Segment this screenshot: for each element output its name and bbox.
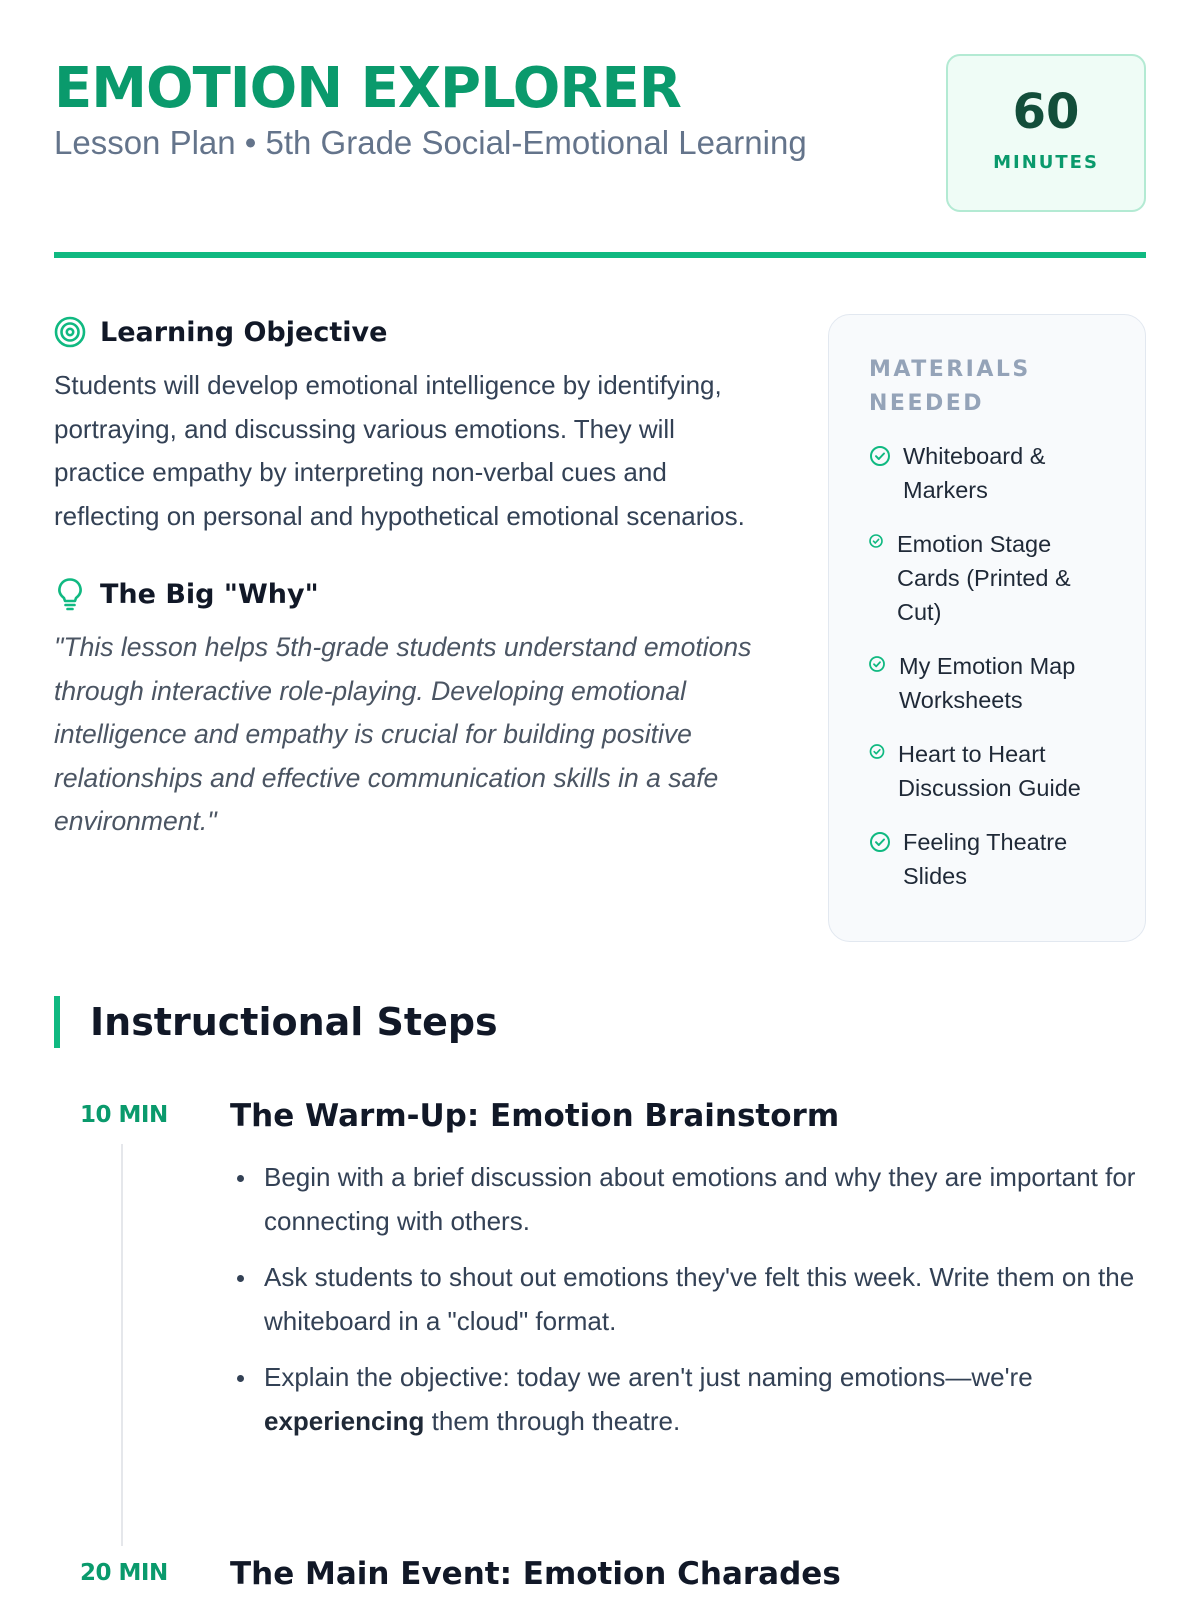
step-main-event (54, 1556, 1146, 1600)
material-label: Heart to Heart Discussion Guide (898, 741, 1081, 801)
material-item (869, 439, 1109, 507)
materials-list (869, 439, 1109, 893)
timeline-line (121, 1144, 123, 1546)
instructional-steps-header (54, 996, 498, 1048)
step-item-text: Explain the objective: today we aren't just naming emotions—we're (264, 1362, 1033, 1392)
materials-card (828, 314, 1146, 942)
step-item-text: Begin with a brief discussion about emotions and why they are important for connecting with others. (264, 1162, 1136, 1236)
learning-objective-section (54, 312, 754, 538)
step-item-text: Ask students to shout out emotions they've felt this week. Write them on the whiteboard in a "cloud" format. (264, 1262, 1135, 1336)
material-item (869, 737, 1109, 805)
material-label: Feeling Theatre Slides (903, 829, 1068, 889)
material-label: My Emotion Map Worksheets (899, 653, 1076, 713)
step-item-emphasis: experiencing (264, 1405, 425, 1436)
lesson-header (54, 0, 1146, 258)
step-duration: 20 MIN (80, 1560, 168, 1586)
learning-objective-heading: Learning Objective (100, 316, 388, 348)
check-circle-icon (869, 743, 886, 765)
lesson-title: EMOTION EXPLORER (54, 56, 681, 121)
learning-objective-text: Students will develop emotional intelligence by identifying, portraying, and discussing various emotions. They will practice empathy by interpreting non-verbal cues and reflecting on personal and hypothetical emotional scenarios. (54, 370, 745, 531)
big-why-header (54, 574, 754, 614)
big-why-section (54, 574, 754, 844)
target-icon (54, 316, 86, 348)
step-title: The Warm-Up: Emotion Brainstorm (230, 1098, 840, 1134)
material-item (869, 825, 1109, 893)
learning-objective-header (54, 312, 754, 352)
material-label: Emotion Stage Cards (Printed & Cut) (897, 531, 1071, 625)
step-item (230, 1356, 1144, 1443)
lightbulb-icon (54, 577, 86, 611)
step-title: The Main Event: Emotion Charades (230, 1556, 841, 1592)
step-warm-up (54, 1098, 1146, 1538)
materials-heading: MATERIALS NEEDED (869, 357, 1031, 416)
step-item (230, 1156, 1144, 1243)
check-circle-icon (869, 831, 891, 853)
step-list (230, 1156, 1144, 1456)
step-duration: 10 MIN (80, 1102, 168, 1128)
big-why-quote: "This lesson helps 5th-grade students understand emotions through interactive role-playing. Developing emotional intelligence and empathy is crucial for building positive relationships and effective communication skills in a safe environment." (54, 632, 752, 836)
instructional-steps-heading: Instructional Steps (90, 1000, 498, 1044)
duration-badge (946, 54, 1146, 212)
duration-unit: MINUTES (993, 152, 1099, 173)
material-item (869, 527, 1109, 629)
overview-column (54, 312, 754, 844)
check-circle-icon (869, 533, 885, 555)
check-circle-icon (869, 445, 891, 467)
step-item (230, 1256, 1144, 1343)
material-label: Whiteboard & Markers (903, 443, 1046, 503)
lesson-subtitle: Lesson Plan • 5th Grade Social-Emotional Learning (54, 124, 807, 161)
check-circle-icon (869, 655, 887, 677)
material-item (869, 649, 1109, 717)
duration-value: 60 (1012, 84, 1080, 140)
step-item-text: them through theatre. (424, 1405, 681, 1436)
big-why-heading: The Big "Why" (100, 578, 319, 610)
